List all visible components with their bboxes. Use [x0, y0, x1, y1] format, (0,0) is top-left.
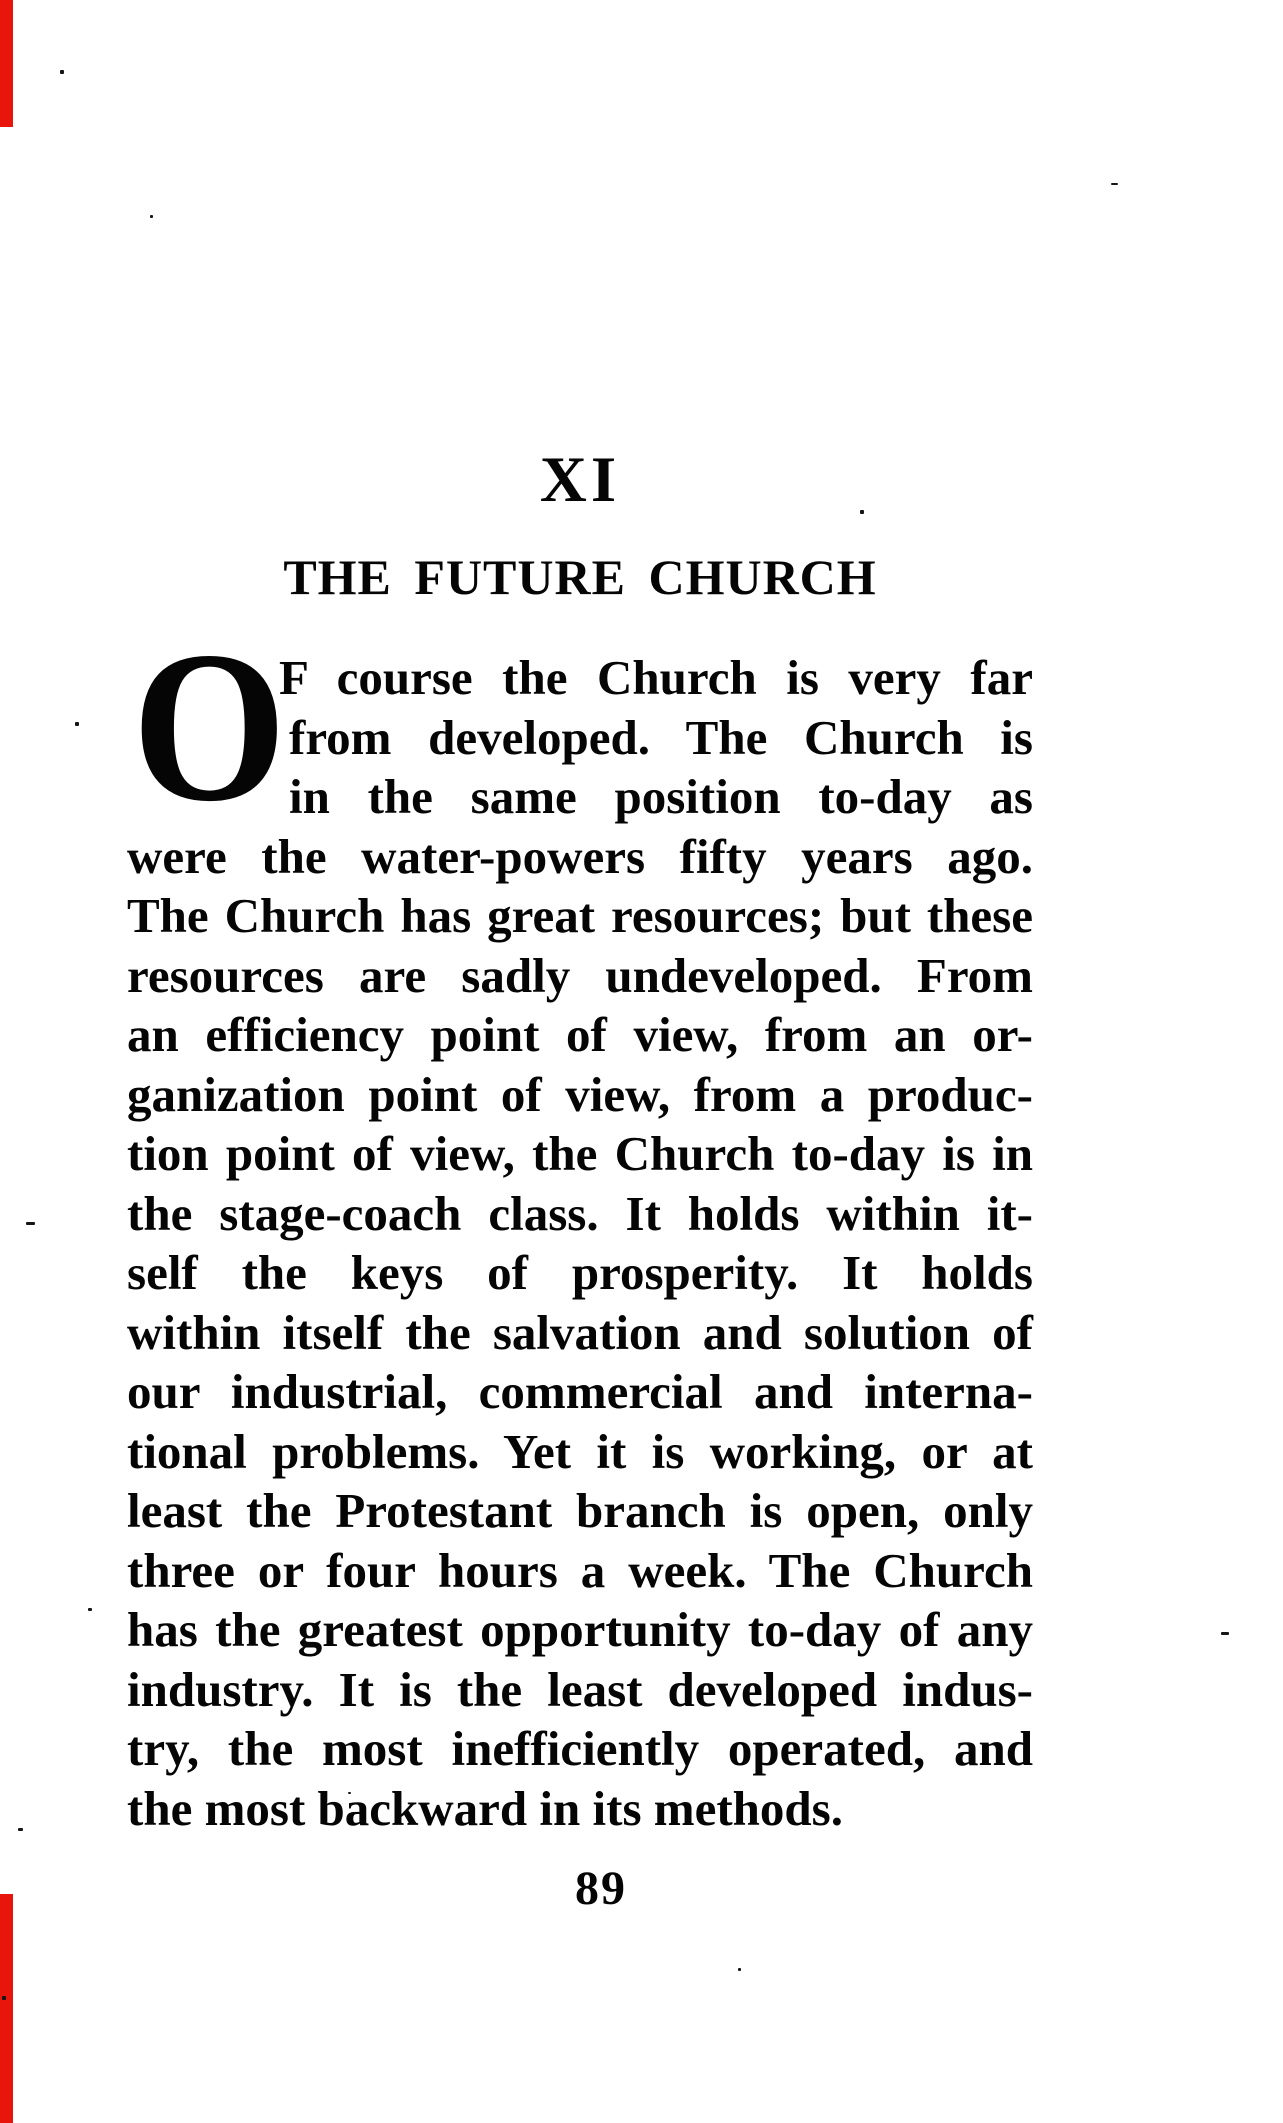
scan-artifact-red-bar-bottom — [0, 1894, 13, 2123]
drop-cap-letter: O — [132, 607, 287, 846]
text-line: self the keys of prosperity. It holds — [127, 1245, 1033, 1300]
text-line: tion point of view, the Church to-day is in — [127, 1126, 1033, 1181]
text-line: the stage-coach class. It holds within it- — [127, 1185, 1033, 1241]
text-line: the most backward in its methods. — [127, 1780, 843, 1836]
text-line: from developed. The Church is — [289, 709, 1033, 765]
scan-speck — [88, 1608, 92, 1611]
scan-speck — [1221, 1632, 1229, 1635]
opening-paragraph — [127, 607, 1033, 1838]
scan-speck — [75, 722, 79, 726]
scan-speck — [738, 1968, 741, 1971]
scan-artifact-red-bar-top — [0, 0, 13, 127]
text-line: tional problems. Yet it is working, or at — [127, 1423, 1033, 1479]
text-line: least the Protestant branch is open, only — [127, 1483, 1033, 1538]
text-line: three or four hours a week. The Church — [127, 1542, 1033, 1598]
text-line: industry. It is the least developed indus- — [127, 1661, 1033, 1717]
scan-speck — [26, 1222, 35, 1225]
text-line: were the water-powers fifty years ago. — [127, 828, 1033, 884]
text-line: has the greatest opportunity to-day of any — [127, 1602, 1033, 1657]
text-line: resources are sadly undeveloped. From — [127, 947, 1033, 1003]
text-line: within itself the salvation and solution of — [127, 1304, 1033, 1360]
text-line: an efficiency point of view, from an or- — [127, 1007, 1033, 1062]
text-line: our industrial, commercial and interna- — [127, 1364, 1033, 1419]
text-line: in the same position to-day as — [289, 769, 1033, 824]
text-line: The Church has great resources; but these — [127, 888, 1033, 943]
chapter-title: THE FUTURE CHURCH — [283, 549, 877, 605]
scan-speck — [18, 1828, 23, 1831]
scan-speck — [60, 70, 64, 74]
chapter-number: XI — [539, 444, 621, 516]
text-line: ganization point of view, from a produc- — [127, 1066, 1033, 1122]
text-line: F course the Church is very far — [279, 650, 1033, 705]
page-number: 89 — [575, 1862, 627, 1915]
scan-speck — [150, 215, 153, 218]
scan-speck — [2, 1996, 6, 2000]
text-line: try, the most inefficiently operated, and — [127, 1721, 1033, 1776]
scan-speck — [1111, 183, 1118, 185]
